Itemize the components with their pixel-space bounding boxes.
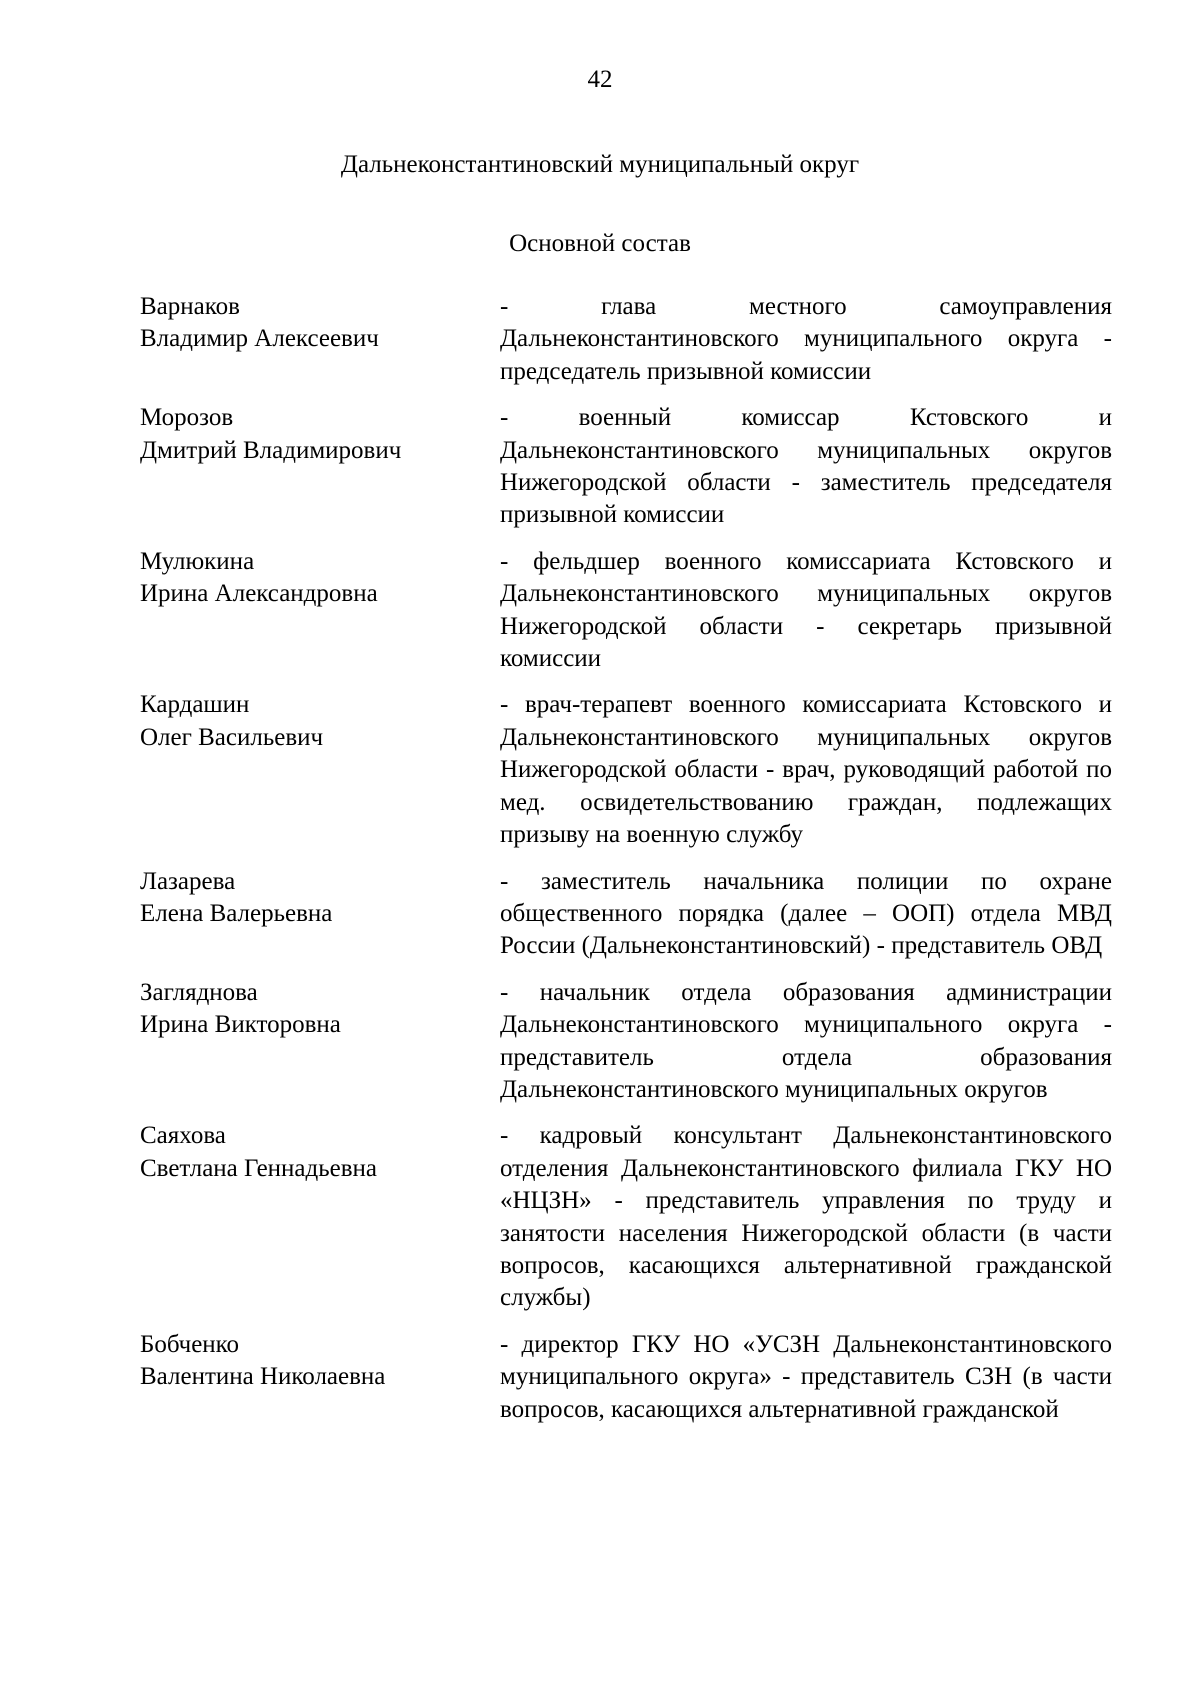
member-entry — [140, 291, 1112, 388]
member-name — [140, 977, 500, 1107]
member-name — [140, 402, 500, 532]
member-entry — [140, 1120, 1112, 1314]
member-role: - глава местного самоуправления Дальнеконстантиновского муниципального округа - председатель призывной комиссии — [500, 293, 1112, 385]
commission-member-list — [140, 291, 1112, 1440]
member-given-names: Владимир Алексеевич — [140, 325, 379, 353]
member-name — [140, 866, 500, 963]
member-role: - военный комиссар Кстовского и Дальнеконстантиновского муниципальных округов Нижегородской области - заместитель председателя призывной комиссии — [500, 404, 1112, 529]
member-role: - директор ГКУ НО «УСЗН Дальнеконстантиновского муниципального округа» - представитель СЗН (в части вопросов, касающихся альтернативной гражданской — [500, 1330, 1112, 1423]
member-surname: Бобченко — [140, 1330, 240, 1358]
member-surname: Мулюкина — [140, 547, 255, 575]
member-given-names: Валентина Николаевна — [140, 1363, 386, 1391]
member-given-names: Дмитрий Владимирович — [140, 436, 402, 464]
member-entry — [140, 402, 1112, 532]
member-role: - кадровый консультант Дальнеконстантиновского отделения Дальнеконстантиновского филиала ГКУ НО «НЦЗН» - представитель управления по труду и занятости населения Нижегородской области (в части вопросов, касающихся альтернативной гражданской службы) — [500, 1122, 1112, 1312]
member-entry — [140, 866, 1112, 963]
member-role: - заместитель начальника полиции по охране общественного порядка (далее – ООП) отдела МВД России (Дальнеконстантиновский) - представитель ОВД — [500, 867, 1112, 960]
member-name — [140, 1120, 500, 1314]
member-name — [140, 1329, 500, 1426]
member-surname: Лазарева — [140, 867, 236, 895]
member-given-names: Ирина Александровна — [140, 580, 378, 608]
member-given-names: Светлана Геннадьевна — [140, 1154, 378, 1182]
member-surname: Загляднова — [140, 978, 258, 1006]
member-entry — [140, 689, 1112, 851]
member-name — [140, 546, 500, 676]
member-role: - врач-терапевт военного комиссариата Кстовского и Дальнеконстантиновского муниципальных округов Нижегородской области - врач, руководящий работой по мед. освидетельствованию граждан, подлежащих призыву на военную службу — [500, 691, 1112, 849]
member-role: - начальник отдела образования администрации Дальнеконстантиновского муниципального округа - представитель отдела образования Дальнеконстантиновского муниципальных округов — [500, 978, 1112, 1103]
page-number: 42 — [587, 66, 613, 93]
member-given-names: Елена Валерьевна — [140, 899, 333, 927]
member-surname: Морозов — [140, 404, 234, 432]
member-surname: Саяхова — [140, 1122, 226, 1150]
member-name — [140, 291, 500, 388]
member-entry — [140, 1329, 1112, 1426]
member-surname: Варнаков — [140, 293, 240, 320]
member-role: - фельдшер военного комиссариата Кстовского и Дальнеконстантиновского муниципальных округов Нижегородской области - секретарь призывной комиссии — [500, 547, 1112, 673]
member-surname: Кардашин — [140, 691, 250, 719]
member-given-names: Ирина Викторовна — [140, 1011, 341, 1039]
section-title: Основной состав — [509, 230, 691, 257]
district-title: Дальнеконстантиновский муниципальный округ — [340, 151, 860, 178]
member-entry — [140, 977, 1112, 1107]
member-name — [140, 689, 500, 851]
member-given-names: Олег Васильевич — [140, 723, 324, 751]
member-entry — [140, 546, 1112, 676]
